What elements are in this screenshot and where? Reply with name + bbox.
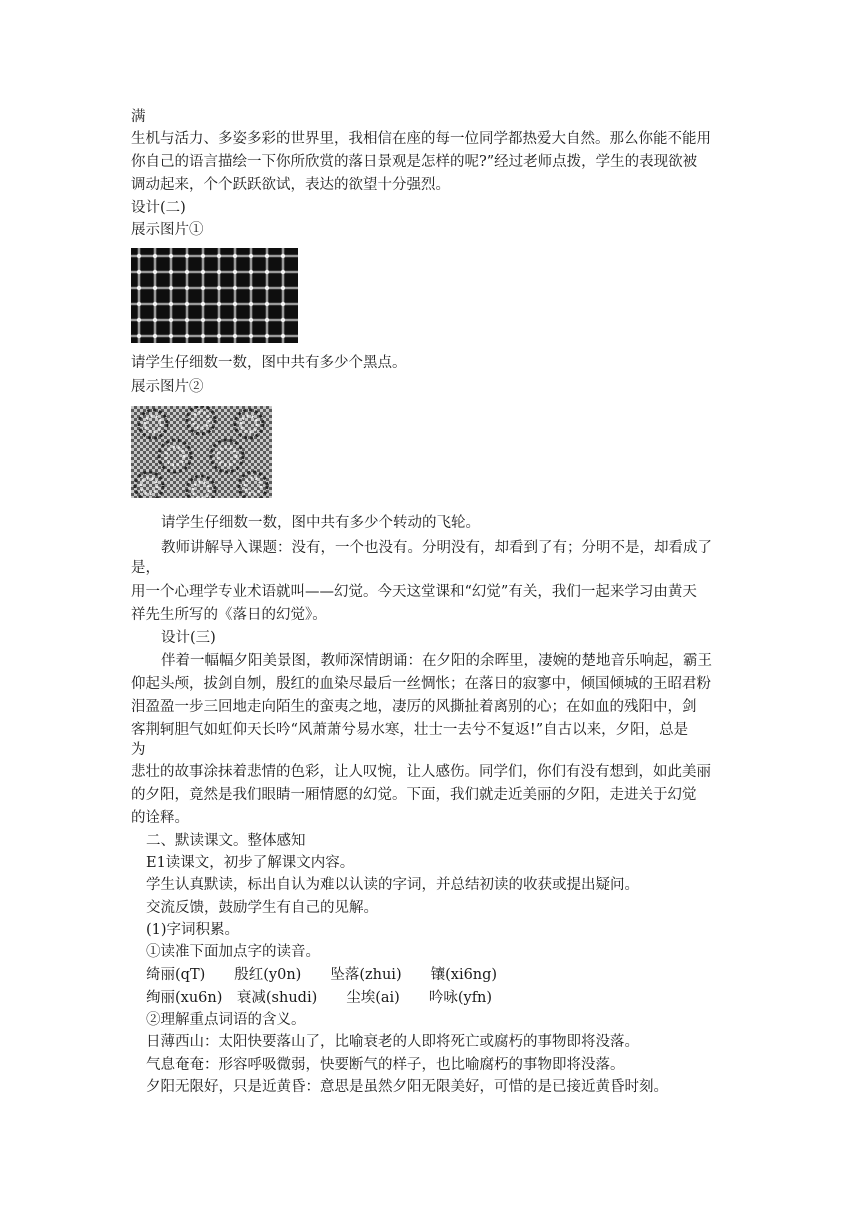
text-line: 展示图片① [131,222,204,238]
section-heading: 设计(二) [131,200,186,216]
spinning-wheels-illusion-image [131,406,272,498]
text-line: 交流反馈，鼓励学生有自己的见解。 [146,900,378,916]
text-line: 展示图片② [131,379,204,395]
text-line: 满 [131,109,146,125]
text-line: 客荆轲胆气如虹仰天长吟“风萧萧兮易水寒，壮士一去兮不复返!”自古以来，夕阳，总是 [131,722,689,738]
text-line: 祥先生所写的《落日的幻觉》。 [131,607,327,623]
text-line: (1)字词积累。 [146,922,240,938]
text-line: 泪盈盈一步三回地走向陌生的蛮夷之地，凄厉的风撕扯着离别的心；在如血的残阳中，剑 [131,699,697,715]
text-line: 绮丽(qT) 殷红(y0n) 坠落(zhui) 镶(xi6ng) [146,967,498,983]
text-line: ②理解重点词语的含义。 [146,1012,306,1028]
text-line: 绚丽(xu6n) 衰减(shudi) 尘埃(ai) 吟咏(yfn) [146,990,493,1006]
text-line: 的诠释。 [131,810,189,826]
text-line: E1读课文，初步了解课文内容。 [146,855,355,871]
text-line: 仰起头颅，拔剑自刎，殷红的血染尽最后一丝惆怅；在落日的寂寥中，倾国倾城的王昭君粉 [131,676,711,692]
text-line: 是， [131,560,160,576]
text-line: 为 [131,742,146,758]
section-heading: 二、默读课文。整体感知 [146,833,306,849]
text-line: 伴着一幅幅夕阳美景图，教师深情朗诵：在夕阳的余晖里，凄婉的楚地音乐响起，霸王 [161,653,712,669]
text-line: 悲壮的故事涂抹着悲情的色彩，让人叹惋，让人感伤。同学们，你们有没有想到，如此美丽 [131,764,711,780]
text-line: 请学生仔细数一数，图中共有多少个黑点。 [131,355,407,371]
text-line: 请学生仔细数一数，图中共有多少个转动的飞轮。 [161,515,480,531]
text-line: 用一个心理学专业术语就叫——幻觉。今天这堂课和“幻觉”有关，我们一起来学习由黄天 [131,584,697,600]
text-line: ①读准下面加点字的读音。 [146,944,320,960]
text-line: 调动起来，个个跃跃欲试，表达的欲望十分强烈。 [131,177,450,193]
section-heading: 设计(三) [161,630,216,646]
text-line: 生机与活力、多姿多彩的世界里，我相信在座的每一位同学都热爱大自然。那么你能不能用 [131,131,711,147]
text-line: 日薄西山：太阳快要落山了，比喻衰老的人即将死亡或腐朽的事物即将没落。 [146,1034,639,1050]
text-line: 的夕阳，竟然是我们眼睛一厢情愿的幻觉。下面，我们就走近美丽的夕阳，走进关于幻觉 [131,787,697,803]
text-line: 夕阳无限好，只是近黄昏：意思是虽然夕阳无限美好，可惜的是已接近黄昏时刻。 [146,1079,668,1095]
text-line: 教师讲解导入课题：没有，一个也没有。分明没有，却看到了有；分明不是，却看成了 [161,540,712,556]
text-line: 你自己的语言描绘一下你所欣赏的落日景观是怎样的呢?”经过老师点拨，学生的表现欲被 [131,154,698,170]
text-line: 气息奄奄：形容呼吸微弱，快要断气的样子，也比喻腐朽的事物即将没落。 [146,1057,625,1073]
text-line: 学生认真默读，标出自认为难以认读的字词，并总结初读的收获或提出疑问。 [146,877,639,893]
grid-illusion-image [131,248,298,343]
